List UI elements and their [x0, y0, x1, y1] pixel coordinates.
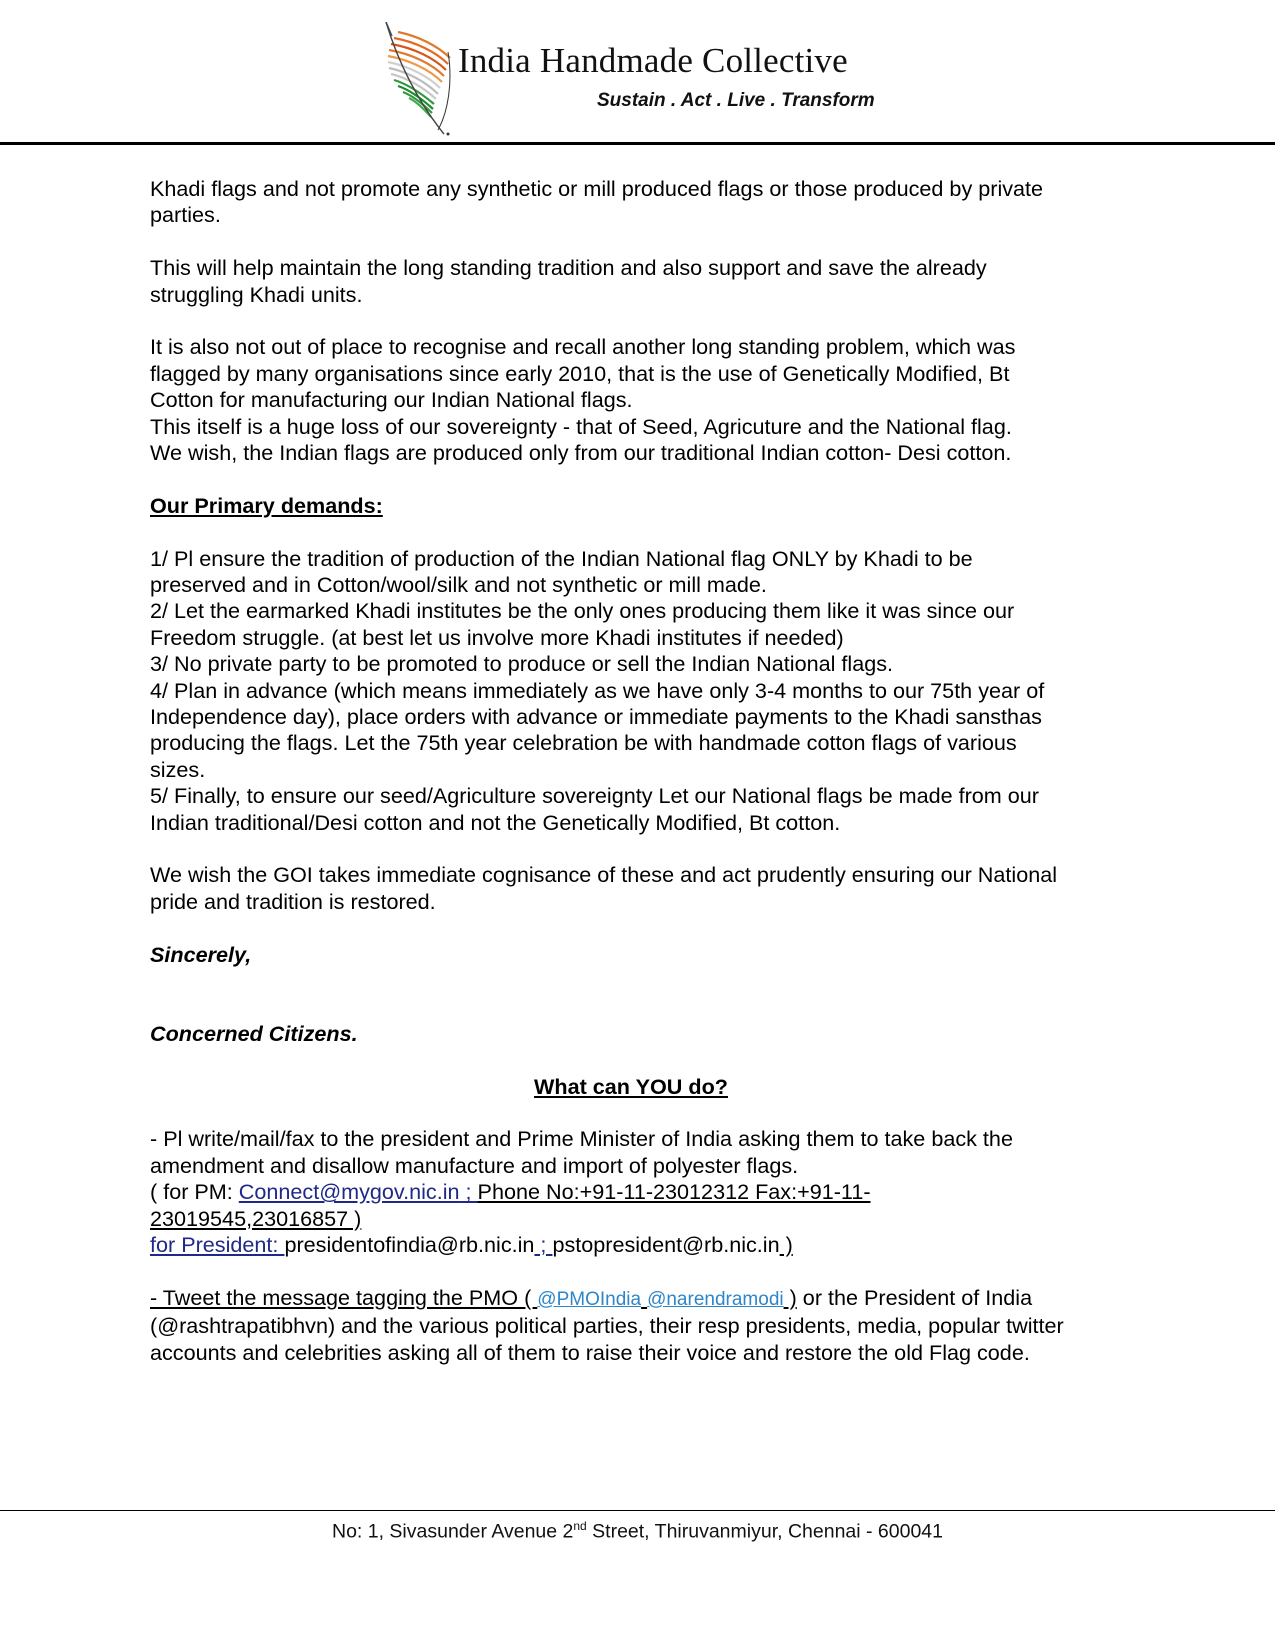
pmo-twitter-link[interactable]: @PMOIndia	[537, 1288, 642, 1310]
footer-divider	[0, 1510, 1275, 1511]
demand-line: 5/ Finally, to ensure our seed/Agriculture sovereignty Let our National flags be made from our	[150, 783, 1040, 809]
demand-line: sizes.	[150, 756, 206, 782]
tweet-line: - Tweet the message tagging the PMO ( @PMOIndia @narendramodi ) or the President of India	[150, 1284, 1033, 1310]
footer-address: No: 1, Sivasunder Avenue 2nd Street, Thiruvanmiyur, Chennai - 600041	[331, 1519, 943, 1543]
letter-body	[150, 176, 1130, 1366]
org-tagline: Sustain . Act . Live . Transform	[597, 90, 875, 111]
closing-line: We wish the GOI takes immediate cognisance of these and act prudently ensuring our National	[150, 862, 1058, 888]
tweet-line: accounts and celebrities asking all of them to raise their voice and restore the old Flag code.	[150, 1339, 1030, 1365]
closing-line: pride and tradition is restored.	[150, 888, 436, 914]
what-can-you-do-heading: What can YOU do?	[534, 1073, 728, 1099]
header-divider	[0, 142, 1275, 145]
pm-contact-line: ( for PM: Connect@mygov.nic.in ; Phone No:+91-11-23012312 Fax:+91-11-	[150, 1179, 871, 1205]
letterhead	[0, 0, 1275, 145]
demand-line: Indian traditional/Desi cotton and not the Genetically Modified, Bt cotton.	[150, 809, 841, 835]
paragraph-line: It is also not out of place to recognise and recall another long standing problem, which was	[150, 334, 1016, 360]
demands-heading: Our Primary demands:	[150, 492, 383, 518]
sincerely-text: Sincerely,	[150, 941, 252, 967]
paragraph-line: Khadi flags and not promote any synthetic or mill produced flags or those produced by private	[150, 176, 1044, 201]
signature-text: Concerned Citizens.	[150, 1020, 358, 1046]
org-name: India Handmade Collective	[458, 41, 848, 80]
demand-line: 1/ Pl ensure the tradition of production of the Indian National flag ONLY by Khadi to be	[150, 545, 973, 571]
demand-line: 2/ Let the earmarked Khadi institutes be the only ones producing them like it was since our	[150, 598, 1015, 624]
demand-line: 3/ No private party to be promoted to produce or sell the Indian National flags.	[150, 651, 894, 677]
demand-line: Freedom struggle. (at best let us involve more Khadi institutes if needed)	[150, 624, 844, 650]
president-label: for President:	[150, 1232, 285, 1258]
demand-line: producing the flags. Let the 75th year celebration be with handmade cotton flags of various	[150, 730, 1017, 756]
tweet-line: (@rashtrapatibhvn) and the various political parties, their resp presidents, media, popular twitter	[150, 1313, 1064, 1339]
paragraph-line: This itself is a huge loss of our sovereignty - that of Seed, Agricuture and the National flag.	[150, 413, 1012, 439]
paragraph-line: struggling Khadi units.	[150, 281, 363, 307]
pm-email-link[interactable]: Connect@mygov.nic.in	[238, 1179, 460, 1205]
paragraph-line: parties.	[150, 202, 221, 228]
paragraph-line: This will help maintain the long standing tradition and also support and save the already	[150, 255, 987, 281]
demand-line: 4/ Plan in advance (which means immediately as we have only 3-4 months to our 75th year of	[150, 677, 1045, 703]
pm-fax-line	[150, 1206, 1130, 1232]
demand-line: Independence day), place orders with advance or immediate payments to the Khadi sansthas	[150, 704, 1042, 730]
president-contact-line: for President: presidentofindia@rb.nic.in ; pstopresident@rb.nic.in )	[150, 1232, 793, 1258]
paragraph-line: Cotton for manufacturing our Indian National flags.	[150, 387, 633, 413]
paragraph-line: flagged by many organisations since early 2010, that is the use of Genetically Modified, Bt	[150, 360, 1010, 386]
pm-phone-fax: Phone No:+91-11-23012312 Fax:+91-11-	[477, 1179, 871, 1205]
president-email-link[interactable]: presidentofindia@rb.nic.in	[284, 1232, 535, 1258]
modi-twitter-link[interactable]: @narendramodi	[647, 1288, 784, 1310]
demand-line: preserved and in Cotton/wool/silk and not synthetic or mill made.	[150, 572, 767, 598]
paragraph-line: We wish, the Indian flags are produced only from our traditional Indian cotton- Desi cotton.	[150, 440, 1012, 466]
action-line: - Pl write/mail/fax to the president and Prime Minister of India asking them to take back the	[150, 1126, 1013, 1152]
pm-fax-numbers: 23019545,23016857 )	[150, 1205, 362, 1231]
action-line: amendment and disallow manufacture and import of polyester flags.	[150, 1152, 799, 1178]
pstopresident-email-link[interactable]: pstopresident@rb.nic.in	[552, 1232, 780, 1258]
